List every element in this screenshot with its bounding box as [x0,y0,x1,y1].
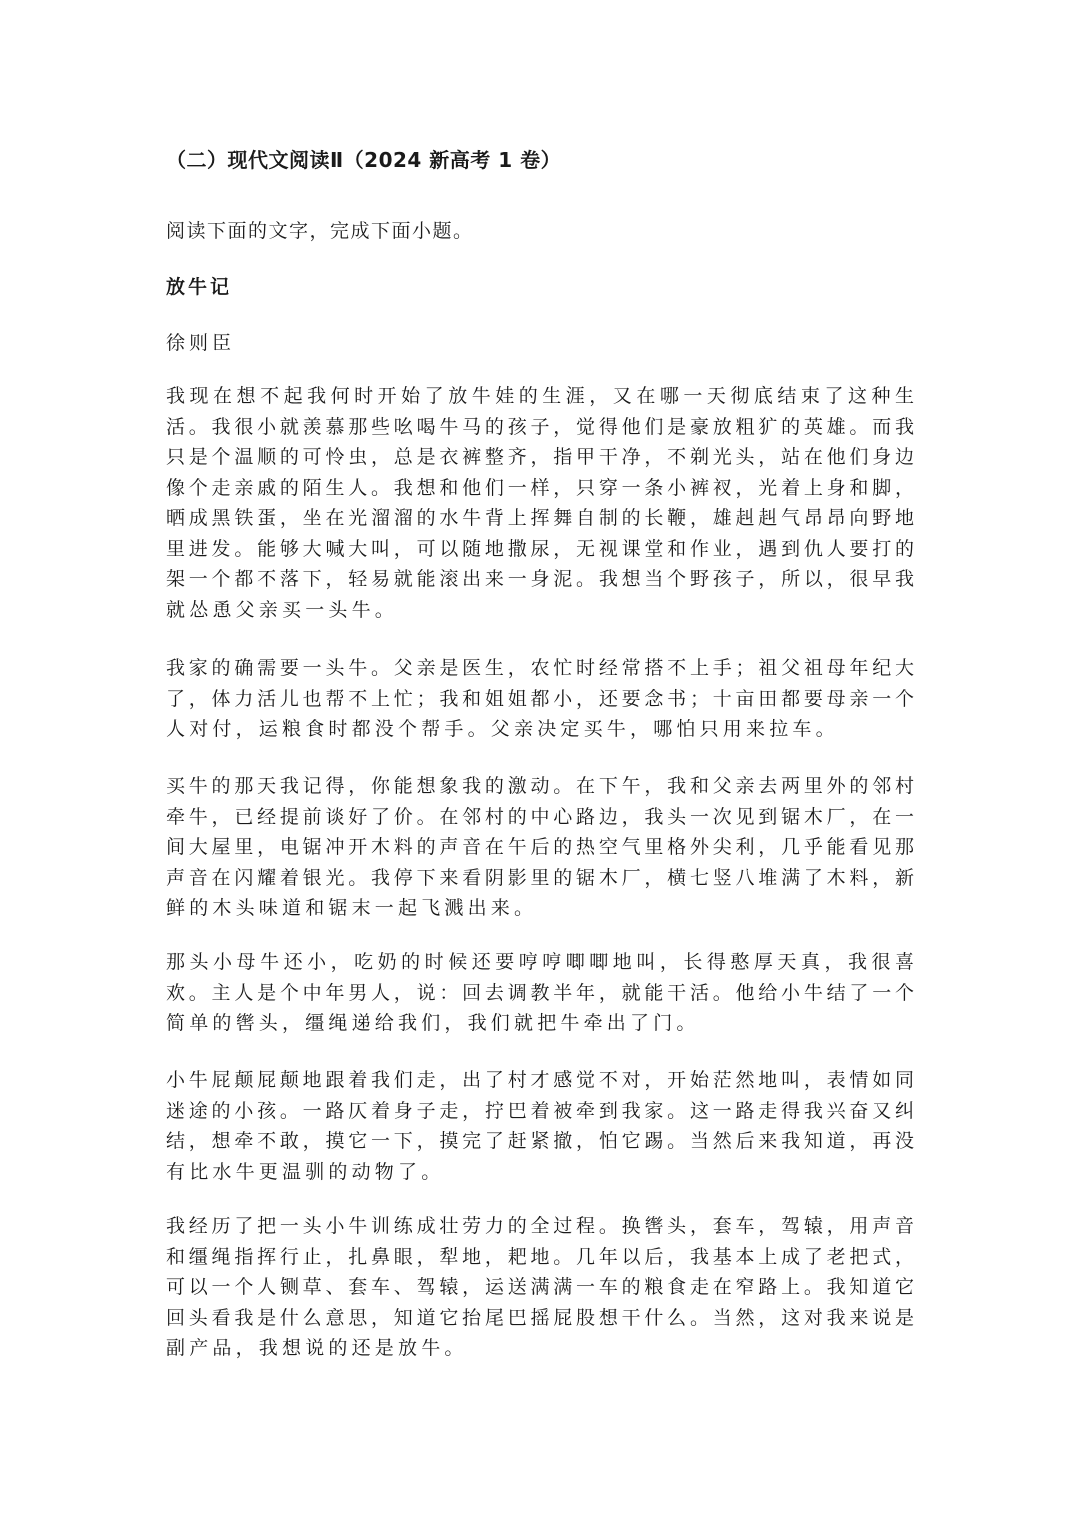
instruction-text: 阅读下面的文字，完成下面小题。 [166,220,474,242]
paragraph-2 [166,653,914,745]
text-line: 像个走亲戚的陌生人。我想和他们一样，只穿一条小裤衩，光着上身和脚， [166,476,914,499]
text-line: 简单的辔头，缰绳递给我们，我们就把牛牵出了门。 [166,1012,700,1034]
paragraph-6 [166,1211,914,1364]
text-line: 结，想牵不敢，摸它一下，摸完了赶紧撤，怕它踢。当然后来我知道，再没 [166,1130,914,1152]
section-title: （二）现代文阅读Ⅱ（2024 新高考 1 卷） [166,148,562,172]
text-line: 了，体力活儿也帮不上忙；我和姐姐都小，还要念书；十亩田都要母亲一个 [166,687,914,710]
text-line: 牵牛，已经提前谈好了价。在邻村的中心路边，我头一次见到锯木厂，在一 [166,805,914,828]
paragraph-4 [166,947,914,1039]
paragraph-3 [166,771,914,924]
paragraph-5 [166,1065,914,1187]
text-line: 间大屋里，电锯冲开木料的声音在午后的热空气里格外尖利，几乎能看见那 [166,836,914,858]
text-line: 小牛屁颠屁颠地跟着我们走，出了村才感觉不对，开始茫然地叫，表情如同 [166,1069,914,1091]
text-line: 欢。主人是个中年男人，说：回去调教半年，就能干活。他给小牛结了一个 [166,981,914,1004]
text-line: 我现在想不起我何时开始了放牛娃的生涯，又在哪一天彻底结束了这种生 [166,385,914,407]
text-line: 和缰绳指挥行止，扎鼻眼，犁地，耙地。几年以后，我基本上成了老把式， [166,1245,914,1268]
text-line: 鲜的木头味道和锯末一起飞溅出来。 [166,897,538,919]
text-line: 架一个都不落下，轻易就能滚出来一身泥。我想当个野孩子，所以，很早我 [166,568,914,590]
paragraph-1 [166,381,914,625]
text-line: 活。我很小就羡慕那些吆喝牛马的孩子，觉得他们是豪放粗犷的英雄。而我 [166,415,914,438]
text-line: 有比水牛更温驯的动物了。 [166,1160,445,1183]
text-line: 那头小母牛还小，吃奶的时候还要哼哼唧唧地叫，长得憨厚天真，我很喜 [166,951,914,973]
text-line: 声音在闪耀着银光。我停下来看阴影里的锯木厂，横七竖八堆满了木料，新 [166,866,914,889]
text-line: 里进发。能够大喊大叫，可以随地撒尿，无视课堂和作业，遇到仇人要打的 [166,537,914,560]
text-line: 只是个温顺的可怜虫，总是衣裤整齐，指甲干净，不剃光头，站在他们身边 [166,446,914,468]
text-line: 我经历了把一头小牛训练成壮劳力的全过程。换辔头，套车，驾辕，用声音 [166,1215,914,1237]
text-line: 人对付，运粮食时都没个帮手。父亲决定买牛，哪怕只用来拉车。 [166,718,839,740]
text-line: 晒成黑铁蛋，坐在光溜溜的水牛背上挥舞自制的长鞭，雄赳赳气昂昂向野地 [166,507,914,529]
author-name: 徐则臣 [166,332,236,354]
story-title: 放牛记 [166,276,233,298]
text-line: 可以一个人铡草、套车、驾辕，运送满满一车的粮食走在窄路上。我知道它 [166,1276,914,1298]
text-line: 副产品，我想说的还是放牛。 [166,1337,468,1359]
text-line: 迷途的小孩。一路仄着身子走，拧巴着被牵到我家。这一路走得我兴奋又纠 [166,1099,914,1122]
text-line: 买牛的那天我记得，你能想象我的激动。在下午，我和父亲去两里外的邻村 [166,775,914,797]
text-line: 我家的确需要一头牛。父亲是医生，农忙时经常搭不上手；祖父祖母年纪大 [166,657,914,679]
text-line: 就怂恿父亲买一头牛。 [166,598,399,621]
text-line: 回头看我是什么意思，知道它抬尾巴摇屁股想干什么。当然，这对我来说是 [166,1306,914,1329]
